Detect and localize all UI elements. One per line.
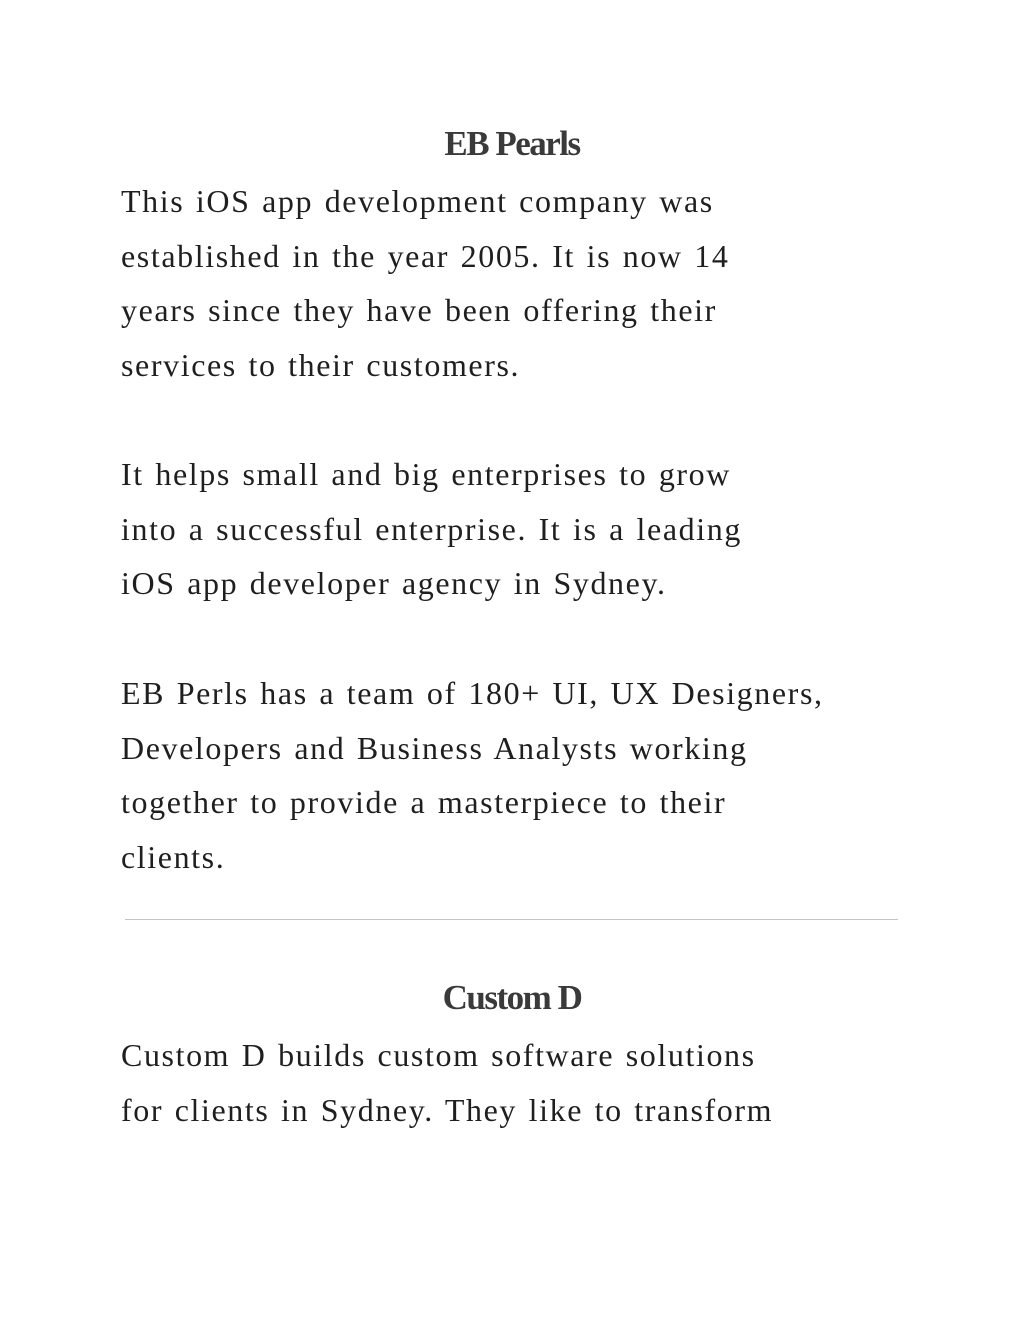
paragraph-line: This iOS app development company was [121, 183, 714, 219]
paragraph-line: established in the year 2005. It is now 14 [121, 237, 730, 274]
paragraph-line: EB Perls has a team of 180+ UI, UX Designers, [121, 675, 824, 711]
paragraph-company-history [121, 174, 921, 392]
paragraph-team-size [121, 666, 921, 884]
paragraph-line: for clients in Sydney. They like to transform [121, 1091, 774, 1128]
paragraph-custom-d-intro [121, 1028, 921, 1137]
paragraph-line: Developers and Business Analysts working [121, 729, 748, 766]
paragraph-line: services to their customers. [121, 346, 521, 383]
paragraph-line: together to provide a masterpiece to their [121, 784, 727, 820]
paragraph-line: years since they have been offering their [121, 292, 717, 328]
paragraph-line: clients. [121, 838, 226, 875]
paragraph-line: iOS app developer agency in Sydney. [121, 565, 667, 601]
paragraph-enterprise-growth [121, 447, 921, 611]
paragraph-line: It helps small and big enterprises to grow [121, 456, 731, 492]
paragraph-line: Custom D builds custom software solutions [121, 1037, 756, 1073]
paragraph-line: into a successful enterprise. It is a leading [121, 510, 742, 547]
section-heading-eb-pearls: EB Pearls [444, 124, 580, 163]
section-heading-custom-d: Custom D [442, 978, 582, 1017]
section-divider [125, 919, 898, 920]
